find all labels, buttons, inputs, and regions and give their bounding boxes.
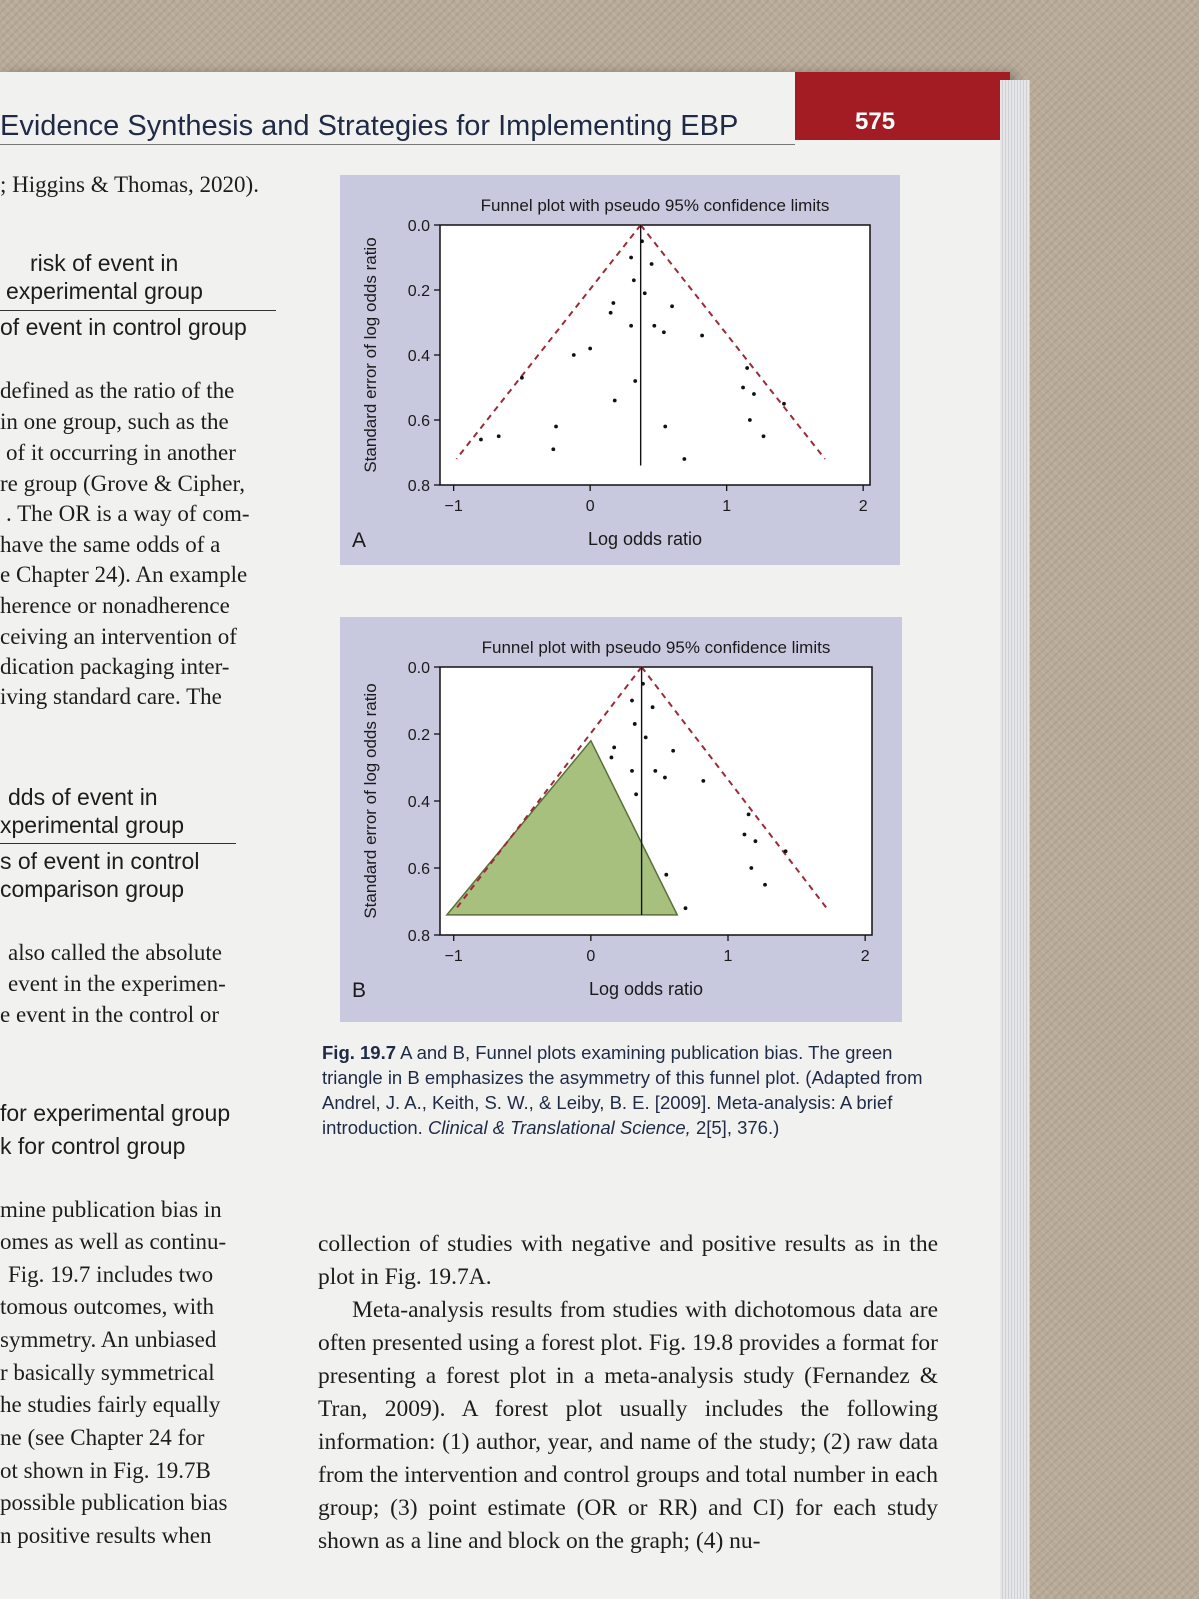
y-axis-label: Standard error of log odds ratio xyxy=(361,683,380,919)
paragraph: Meta-analysis results from studies with dichotomous data are often presented using a forest plot. Fig. 19.8 provides a format for presenting a forest plot in a meta-analysis study (Fernandez & Tran, 2009). A forest plot usually includes the following information: (1) author, year, and name of the study; (2) raw data from the intervention and control groups and total number in each group; (3) point estimate (OR or RR) and CI) for each study shown as a line and block on the graph; (4) nu- xyxy=(318,1297,938,1554)
left-line: iving standard care. The xyxy=(0,684,222,709)
left-line: k for control group xyxy=(0,1133,186,1159)
y-tick-label: 0.6 xyxy=(407,861,430,878)
study-point xyxy=(651,705,655,709)
x-tick-label: 1 xyxy=(723,948,733,965)
study-point xyxy=(743,833,747,837)
study-point xyxy=(641,682,645,686)
x-tick-label: −1 xyxy=(444,498,463,515)
y-tick-label: 0.0 xyxy=(407,660,430,677)
figure-panel-a xyxy=(340,175,900,565)
left-line: ot shown in Fig. 19.7B xyxy=(0,1458,211,1483)
plot-title: Funnel plot with pseudo 95% confidence limits xyxy=(481,638,831,657)
study-point xyxy=(745,366,749,370)
left-line: risk of event in xyxy=(30,250,179,276)
y-tick-label: 0.0 xyxy=(407,218,430,235)
study-point xyxy=(684,906,688,910)
header-rule xyxy=(0,144,795,145)
study-point xyxy=(762,434,766,438)
left-line: also called the absolute xyxy=(8,940,222,965)
left-line: r basically symmetrical xyxy=(0,1360,215,1385)
left-line: xperimental group xyxy=(0,812,185,838)
study-point xyxy=(752,392,756,396)
study-point xyxy=(784,849,788,853)
x-axis-label: Log odds ratio xyxy=(587,529,703,549)
funnel-plot-b xyxy=(340,617,902,1022)
y-tick-label: 0.6 xyxy=(407,413,430,430)
study-point xyxy=(640,239,644,243)
left-line: mine publication bias in xyxy=(0,1197,222,1222)
left-line: Fig. 19.7 includes two xyxy=(8,1262,214,1287)
study-point xyxy=(613,399,617,403)
left-line: for experimental group xyxy=(0,1100,231,1126)
study-point xyxy=(700,334,704,338)
plot-title: Funnel plot with pseudo 95% confidence limits xyxy=(480,196,830,215)
left-line: ceiving an intervention of xyxy=(0,624,237,649)
left-line: defined as the ratio of the xyxy=(0,378,235,403)
study-point xyxy=(611,301,615,305)
study-point xyxy=(664,873,668,877)
study-point xyxy=(754,839,758,843)
y-tick-label: 0.8 xyxy=(407,478,430,495)
study-point xyxy=(782,402,786,406)
left-line: symmetry. An unbiased xyxy=(0,1327,217,1352)
y-tick-label: 0.4 xyxy=(407,348,430,365)
left-line: experimental group xyxy=(6,278,203,304)
study-point xyxy=(629,256,633,260)
left-line: event in the experimen- xyxy=(8,971,226,996)
paragraph: collection of studies with negative and positive results as in the plot in Fig. 19.7A. xyxy=(318,1231,938,1290)
x-tick-label: 0 xyxy=(586,948,596,965)
study-point xyxy=(662,330,666,334)
fraction-rule xyxy=(0,843,236,844)
study-point xyxy=(749,866,753,870)
study-point xyxy=(748,418,752,422)
page-number: 575 xyxy=(855,108,896,135)
left-line: s of event in control xyxy=(0,848,200,874)
right-column-text xyxy=(318,1228,938,1558)
study-point xyxy=(741,386,745,390)
panel-label: B xyxy=(352,979,367,1002)
study-point xyxy=(634,792,638,796)
x-tick-label: 2 xyxy=(858,498,868,515)
study-point xyxy=(643,291,647,295)
left-line: have the same odds of a xyxy=(0,532,221,557)
study-point xyxy=(629,324,633,328)
study-point xyxy=(572,353,576,357)
y-tick-label: 0.4 xyxy=(407,794,430,811)
running-header: Evidence Synthesis and Strategies for Implementing EBP xyxy=(0,110,739,142)
y-tick-label: 0.2 xyxy=(407,283,430,300)
caption-text: A and B, Funnel plots examining publication bias. The green triangle in B emphasizes the asymmetry of this funnel plot. (Adapted from Andrel, J. A., Keith, S. W., & Leiby, B. E. [2009]. Meta-analysis: A brief introduction. xyxy=(322,1042,923,1138)
left-line: tomous outcomes, with xyxy=(0,1294,215,1319)
caption-citation: 2[5], 376.) xyxy=(690,1117,780,1138)
left-line: ne (see Chapter 24 for xyxy=(0,1425,205,1450)
study-point xyxy=(479,438,483,442)
y-tick-label: 0.8 xyxy=(407,928,430,945)
left-line: possible publication bias xyxy=(0,1490,228,1515)
x-tick-label: 0 xyxy=(585,498,595,515)
study-point xyxy=(612,746,616,750)
left-line: . The OR is a way of com- xyxy=(6,501,250,526)
figure-caption xyxy=(322,1040,927,1140)
panel-label: A xyxy=(352,529,367,552)
study-point xyxy=(652,324,656,328)
study-point xyxy=(520,376,524,380)
funnel-plot-a xyxy=(340,175,900,565)
study-point xyxy=(633,722,637,726)
study-point xyxy=(682,457,686,461)
study-point xyxy=(630,769,634,773)
study-point xyxy=(632,278,636,282)
left-line: ; Higgins & Thomas, 2020). xyxy=(0,172,259,197)
study-point xyxy=(610,756,614,760)
study-point xyxy=(663,776,667,780)
study-point xyxy=(650,262,654,266)
left-line: dds of event in xyxy=(8,784,158,810)
study-point xyxy=(551,447,555,451)
x-tick-label: 1 xyxy=(722,498,732,515)
left-line: e Chapter 24). An example xyxy=(0,562,248,587)
book-page xyxy=(0,72,1010,1599)
left-line: n positive results when xyxy=(0,1523,212,1548)
study-point xyxy=(588,347,592,351)
study-point xyxy=(763,883,767,887)
study-point xyxy=(633,379,637,383)
plot-area xyxy=(440,225,870,485)
study-point xyxy=(497,434,501,438)
caption-journal: Clinical & Translational Science, xyxy=(427,1117,691,1138)
study-point xyxy=(630,699,634,703)
left-line: he studies fairly equally xyxy=(0,1392,221,1417)
study-point xyxy=(671,749,675,753)
left-line: re group (Grove & Cipher, xyxy=(0,471,245,496)
page-number-band xyxy=(795,72,1010,140)
x-tick-label: −1 xyxy=(444,948,463,965)
study-point xyxy=(747,813,751,817)
x-axis-label: Log odds ratio xyxy=(588,979,704,999)
left-line: of event in control group xyxy=(0,314,247,340)
page-edges xyxy=(1000,80,1030,1599)
left-line: comparison group xyxy=(0,876,185,902)
study-point xyxy=(701,779,705,783)
study-point xyxy=(554,425,558,429)
x-tick-label: 2 xyxy=(860,948,870,965)
caption-label: Fig. 19.7 xyxy=(322,1042,397,1063)
study-point xyxy=(663,425,667,429)
y-tick-label: 0.2 xyxy=(407,727,430,744)
left-line: omes as well as continu- xyxy=(0,1229,227,1254)
study-point xyxy=(644,735,648,739)
study-point xyxy=(670,304,674,308)
left-line: e event in the control or xyxy=(0,1002,220,1027)
fraction-rule xyxy=(0,310,276,311)
left-line: dication packaging inter- xyxy=(0,654,230,679)
figure-panel-b xyxy=(340,617,902,1022)
left-line: in one group, such as the xyxy=(0,409,229,434)
study-point xyxy=(609,311,613,315)
left-line: of it occurring in another xyxy=(6,440,236,465)
study-point xyxy=(653,769,657,773)
y-axis-label: Standard error of log odds ratio xyxy=(361,237,380,473)
left-line: herence or nonadherence xyxy=(0,593,230,618)
